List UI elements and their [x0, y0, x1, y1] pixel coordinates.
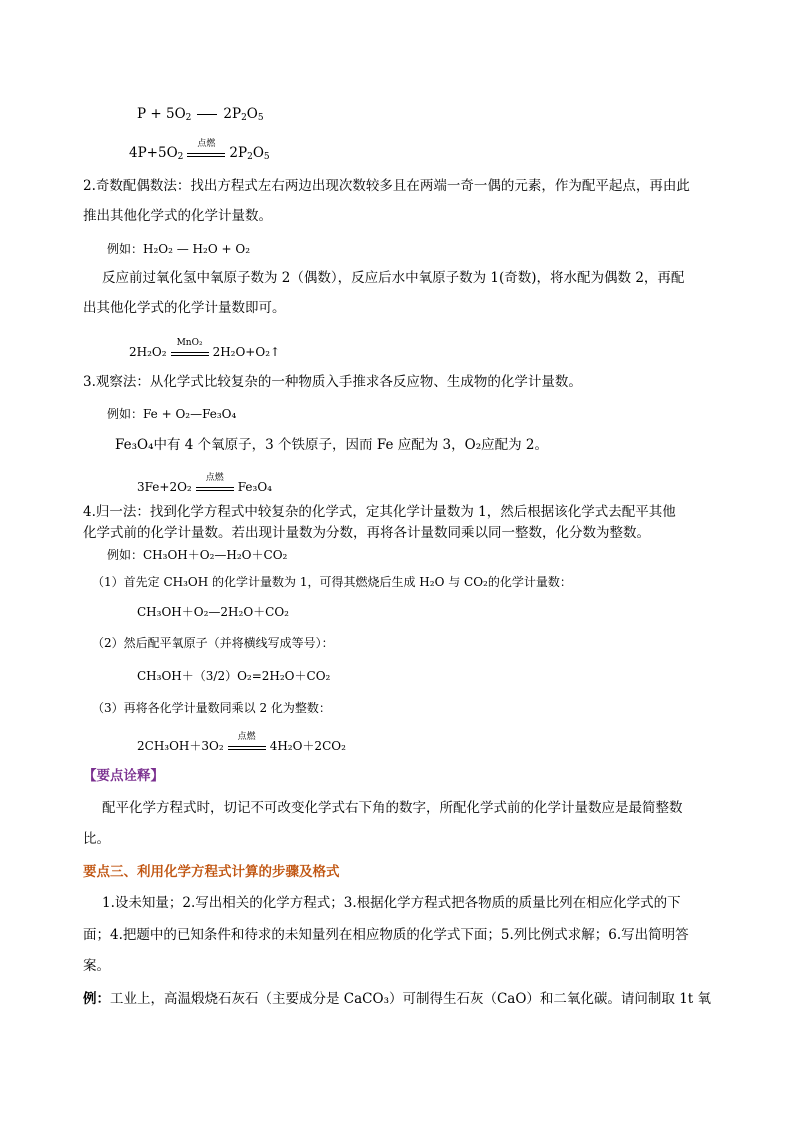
- equation-hydrogen-peroxide: 2H₂O₂ MnO₂ 2H₂O+O₂↑: [129, 337, 281, 359]
- section-2-para-1: 反应前过氧化氢中氧原子数为 2（偶数），反应后水中氧原子数为 1(奇数)，将水配为偶数 2，再配: [102, 270, 685, 286]
- section-4-step-2: （2）然后配平氧原子（并将横线写成等号）：: [92, 636, 334, 650]
- point-3-line-1: 1.设未知量；2.写出相关的化学方程式；3.根据化学方程式把各物质的质量比列在相应化学式的下: [102, 895, 681, 911]
- point-3-line-3: 案。: [83, 958, 110, 974]
- section-2-line-1: 2.奇数配偶数法：找出方程式左右两边出现次数较多且在两端一奇一偶的元素，作为配平起点，再由此: [83, 178, 690, 194]
- example-label: 例：: [83, 991, 110, 1007]
- condition-arrow: 点燃: [196, 481, 234, 495]
- section-2-para-2: 出其他化学式的化学计量数即可。: [83, 300, 286, 316]
- condition-arrow: 点燃: [187, 147, 225, 161]
- point-3-title: 要点三、利用化学方程式计算的步骤及格式: [83, 864, 340, 880]
- section-4-step-2-equation: CH₃OH＋（3/2）O₂=2H₂O＋CO₂: [137, 669, 331, 683]
- note-line-2: 比。: [83, 831, 110, 847]
- section-4-step-1: （1）首先定 CH₃OH 的化学计量数为 1，可得其燃烧后生成 H₂O 与 CO₂的化学计量数：: [92, 575, 572, 589]
- section-4-step-3-equation: 2CH₃OH＋3O₂ 点燃 4H₂O＋2CO₂: [137, 731, 346, 753]
- example-paragraph: [83, 990, 711, 1008]
- point-3-line-2: 面；4.把题中的已知条件和待求的未知量列在相应物质的化学式下面；5.列比例式求解；6.写出简明答: [83, 927, 689, 943]
- condition-arrow: MnO₂: [171, 346, 209, 360]
- section-2-line-2: 推出其他化学式的化学计量数。: [83, 208, 272, 224]
- example-text: 工业上，高温煅烧石灰石（主要成分是 CaCO₃）可制得生石灰（CaO）和二氧化碳。请问制取 1t 氧: [110, 991, 712, 1007]
- section-3-line-1: 3.观察法：从化学式比较复杂的一种物质入手推求各反应物、生成物的化学计量数。: [83, 374, 582, 390]
- section-4-line-2: 化学式前的化学计量数。若出现计量数为分数，再将各计量数同乘以同一整数，化分数为整数。: [83, 525, 650, 541]
- section-4-example: 例如：CH₃OH＋O₂—H₂O＋CO₂: [107, 548, 288, 562]
- section-3-example: 例如：Fe + O₂—Fe₃O₄: [107, 407, 237, 421]
- section-4-step-3: （3）再将各化学计量数同乘以 2 化为整数：: [92, 701, 331, 715]
- note-line-1: 配平化学方程式时，切记不可改变化学式右下角的数字，所配化学式前的化学计量数应是最简整数: [102, 800, 683, 816]
- section-4-line-1: 4.归一法：找到化学方程式中较复杂的化学式，定其化学计量数为 1，然后根据该化学式去配平其他: [83, 504, 676, 520]
- condition-arrow: 点燃: [228, 740, 266, 754]
- reaction-dash: [197, 114, 217, 115]
- note-title: 【要点诠释】: [83, 768, 164, 784]
- section-4-step-1-equation: CH₃OH＋O₂—2H₂O＋CO₂: [137, 605, 289, 619]
- section-3-para: Fe₃O₄中有 4 个氧原子，3 个铁原子，因而 Fe 应配为 3，O₂应配为 2。: [115, 437, 549, 453]
- section-2-example: 例如：H₂O₂ — H₂O + O₂: [107, 242, 250, 256]
- equation-iron-oxide: 3Fe+2O₂ 点燃 Fe₃O₄: [137, 472, 272, 494]
- equation-unbalanced-phosphorus: $P + 5O_2$ $2P_2O_5$: [137, 106, 264, 123]
- equation-balanced-phosphorus: $4P+5O_2$ 点燃 $2P_2O_5$: [129, 138, 270, 162]
